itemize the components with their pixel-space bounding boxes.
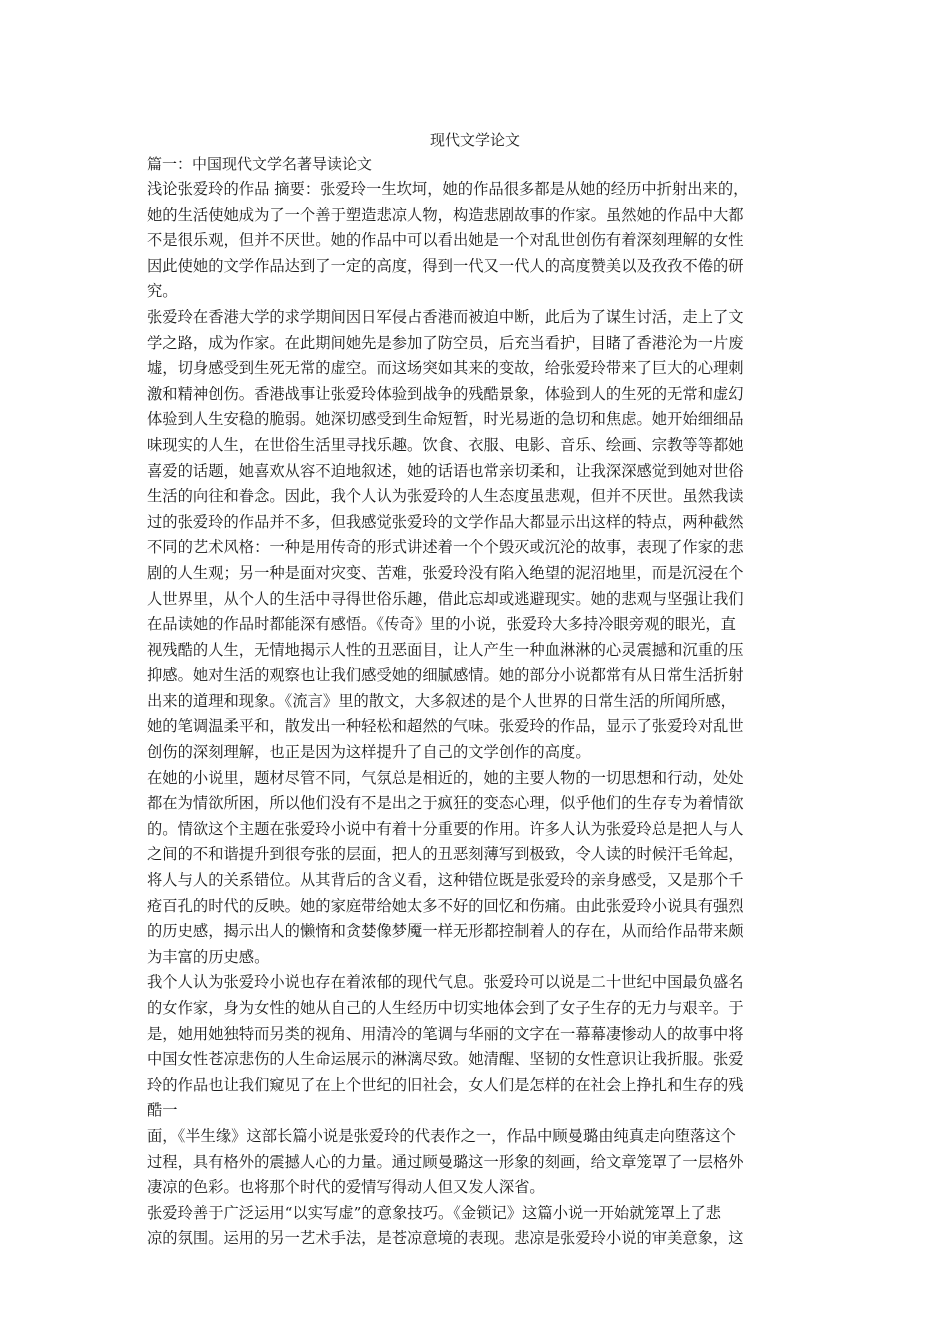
text-line: 抑感。她对生活的观察也让我们感受她的细腻感情。她的部分小说都常有从日常生活折射 bbox=[147, 666, 744, 685]
text-line: 在品读她的作品时都能深有感悟。《传奇》里的小说，张爱玲大多持冷眼旁观的眼光，直 bbox=[147, 615, 736, 634]
text-line: 中国女性苍凉悲伤的人生命运展示的淋漓尽致。她清醒、坚韧的女性意识让我折服。张爱 bbox=[147, 1050, 744, 1069]
text-line: 是，她用她独特而另类的视角、用清冷的笔调与华丽的文字在一幕幕凄惨动人的故事中将 bbox=[147, 1024, 744, 1043]
document-body bbox=[147, 177, 847, 1252]
text-line: 体验到人生安稳的脆弱。她深切感受到生命短暂，时光易逝的急切和焦虑。她开始细细品 bbox=[147, 410, 744, 429]
text-line: 将人与人的关系错位。从其背后的含义看，这种错位既是张爱玲的亲身感受，又是那个千 bbox=[147, 871, 744, 890]
text-line: 张爱玲善于广泛运用“以实写虚”的意象技巧。《金锁记》这篇小说一开始就笼罩上了悲 bbox=[147, 1203, 721, 1222]
text-line: 的女作家，身为女性的她从自己的人生经历中切实地体会到了女子生存的无力与艰辛。于 bbox=[147, 999, 744, 1017]
text-line: 她的生活使她成为了一个善于塑造悲凉人物，构造悲剧故事的作家。虽然她的作品中大都 bbox=[147, 205, 744, 224]
text-line: 剧的人生观；另一种是面对灾变、苦难，张爱玲没有陷入绝望的泥沼地里，而是沉浸在个 bbox=[147, 563, 744, 582]
text-line: 不是很乐观，但并不厌世。她的作品中可以看出她是一个对乱世创伤有着深刻理解的女性 bbox=[147, 231, 744, 250]
text-line: 的。情欲这个主题在张爱玲小说中有着十分重要的作用。许多人认为张爱玲总是把人与人 bbox=[147, 819, 744, 838]
text-line: 玲的作品也让我们窥见了在上个世纪的旧社会，女人们是怎样的在社会上挣扎和生存的残 bbox=[147, 1075, 744, 1094]
text-line: 出来的道理和现象。《流言》里的散文，大多叙述的是个人世界的日常生活的所闻所感， bbox=[147, 691, 736, 710]
text-line: 都在为情欲所困，所以他们没有不是出之于疯狂的变态心理，似乎他们的生存专为着情欲 bbox=[147, 794, 744, 813]
text-line: 为丰富的历史感。 bbox=[147, 947, 270, 966]
text-line: 张爱玲在香港大学的求学期间因日军侵占香港而被迫中断，此后为了谋生讨活，走上了文 bbox=[147, 307, 744, 326]
text-line: 因此使她的文学作品达到了一定的高度，得到一代又一代人的高度赞美以及孜孜不倦的研 bbox=[147, 256, 744, 275]
text-line: 凉的氛围。运用的另一艺术手法，是苍凉意境的表现。悲凉是张爱玲小说的审美意象，这 bbox=[147, 1229, 744, 1248]
text-line: 浅论张爱玲的作品 摘要：张爱玲一生坎坷，她的作品很多都是从她的经历中折射出来的， bbox=[147, 180, 749, 198]
text-line: 凄凉的色彩。也将那个时代的爱情写得动人但又发人深省。 bbox=[147, 1178, 545, 1197]
text-line: 人世界里，从个人的生活中寻得世俗乐趣，借此忘却或逃避现实。她的悲观与坚强让我们 bbox=[147, 589, 744, 608]
text-line: 酷一 bbox=[147, 1101, 178, 1120]
text-line: 疮百孔的时代的反映。她的家庭带给她太多不好的回忆和伤痛。由此张爱玲小说具有强烈 bbox=[147, 896, 744, 915]
text-line: 过程，具有格外的震撼人心的力量。通过顾曼璐这一形象的刻画，给文章笼罩了一层格外 bbox=[147, 1152, 744, 1171]
text-line: 墟，切身感受到生死无常的虚空。而这场突如其来的变故，给张爱玲带来了巨大的心理刺 bbox=[147, 359, 744, 378]
text-line: 我个人认为张爱玲小说也存在着浓郁的现代气息。张爱玲可以说是二十世纪中国最负盛名 bbox=[147, 973, 744, 992]
text-line: 视残酷的人生，无情地揭示人性的丑恶面目，让人产生一种血淋淋的心灵震撼和沉重的压 bbox=[147, 640, 744, 659]
document-title: 现代文学论文 bbox=[429, 131, 520, 149]
text-line: 面，《半生缘》这部长篇小说是张爱玲的代表作之一，作品中顾曼璐由纯真走向堕落这个 bbox=[147, 1126, 736, 1145]
text-line: 她的笔调温柔平和，散发出一种轻松和超然的气味。张爱玲的作品，显示了张爱玲对乱世 bbox=[147, 717, 744, 736]
text-line: 在她的小说里，题材尽管不同，气氛总是相近的，她的主要人物的一切思想和行动，处处 bbox=[147, 768, 744, 787]
text-line: 之间的不和谐提升到很夸张的层面，把人的丑恶刻薄写到极致，令人读的时候汗毛耸起， bbox=[147, 845, 744, 864]
text-line: 过的张爱玲的作品并不多，但我感觉张爱玲的文学作品大都显示出这样的特点，两种截然 bbox=[147, 512, 744, 531]
text-line: 味现实的人生，在世俗生活里寻找乐趣。饮食、衣服、电影、音乐、绘画、宗教等等都她 bbox=[147, 435, 744, 454]
text-line: 喜爱的话题，她喜欢从容不迫地叙述，她的话语也常亲切柔和，让我深深感觉到她对世俗 bbox=[147, 461, 744, 480]
text-line: 创伤的深刻理解，也正是因为这样提升了自己的文学创作的高度。 bbox=[147, 743, 591, 762]
text-line: 的历史感，揭示出人的懒惰和贪婪像梦魇一样无形都控制着人的存在，从而给作品带来颇 bbox=[147, 922, 744, 941]
text-line: 究。 bbox=[147, 282, 178, 301]
text-line: 不同的艺术风格：一种是用传奇的形式讲述着一个个毁灭或沉沦的故事，表现了作家的悲 bbox=[147, 538, 744, 557]
text-line: 生活的向往和眷念。因此，我个人认为张爱玲的人生态度虽悲观，但并不厌世。虽然我读 bbox=[147, 487, 744, 506]
text-line: 激和精神创伤。香港战事让张爱玲体验到战争的残酷景象，体验到人的生死的无常和虚幻 bbox=[147, 384, 744, 403]
text-line: 学之路，成为作家。在此期间她先是参加了防空员，后充当看护，目睹了香港沦为一片废 bbox=[147, 333, 744, 352]
document-subtitle: 篇一：中国现代文学名著导读论文 bbox=[147, 155, 373, 173]
